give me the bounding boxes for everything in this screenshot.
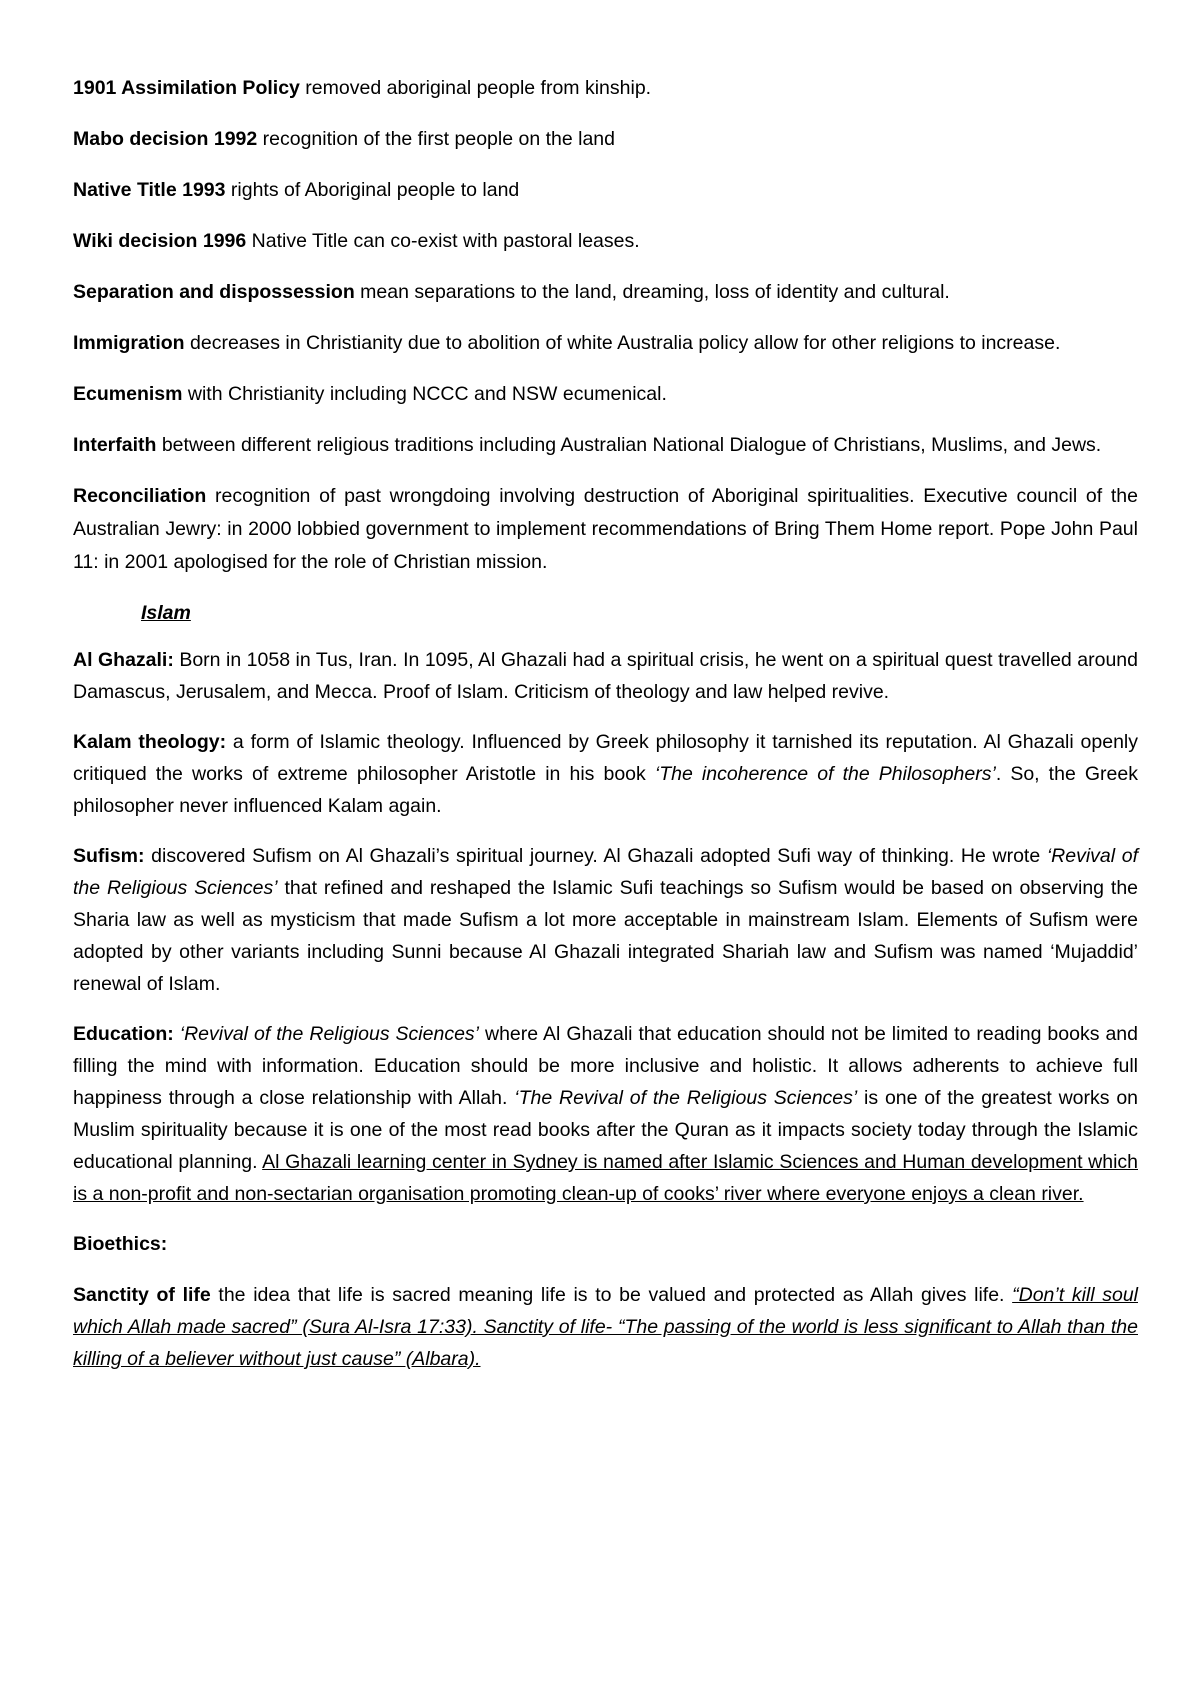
paragraph-text: Native Title can co-exist with pastoral leases. [246, 230, 640, 252]
paragraph-wiki [73, 225, 1138, 258]
paragraph-text: is one of the greatest works on Muslim spirituality because it is one of the most read books after the Quran as it impacts society today through the Islamic educational planning. [73, 1087, 1139, 1173]
paragraph-text: between different religious traditions including Australian National Dialogue of Christians, Muslims, and Jews. [156, 434, 1102, 456]
paragraph-sanctity-of-life [73, 1279, 1138, 1375]
paragraph-text: where Al Ghazali that education should not be limited to reading books and filling the mind with information. Education should be more inclusive and holistic. It allows adherents to achieve full happiness through a close relationship with Allah. [73, 1023, 1138, 1109]
paragraph-text: . So, the Greek philosopher never influenced Kalam again. [73, 763, 1138, 817]
paragraph-sufism [73, 840, 1138, 1000]
term: Kalam theology: [73, 731, 227, 753]
term: Bioethics: [73, 1233, 168, 1255]
paragraph-separation [73, 276, 1138, 309]
paragraph-text: removed aboriginal people from kinship. [299, 77, 652, 99]
book-title: ‘The incoherence of the Philosophers’ [654, 763, 996, 785]
term: Sufism: [73, 845, 145, 867]
paragraph-reconciliation [73, 480, 1138, 579]
book-title: ‘Revival of the Religious Sciences’ [73, 845, 1138, 899]
paragraph-text: the idea that life is sacred meaning life is to be valued and protected as Allah gives life. [210, 1284, 1013, 1306]
section-heading-bioethics [73, 1228, 1138, 1261]
paragraph-immigration [73, 327, 1138, 360]
paragraph-interfaith [73, 429, 1138, 462]
term: Sanctity of life [73, 1284, 211, 1306]
paragraph-text: decreases in Christianity due to abolition of white Australia policy allow for other religions to increase. [184, 332, 1061, 354]
paragraph-al-ghazali [73, 644, 1138, 708]
book-title: ‘Revival of the Religious Sciences’ [173, 1023, 480, 1045]
paragraph-kalam [73, 726, 1138, 822]
underlined-example: Al Ghazali learning center in Sydney is named after Islamic Sciences and Human development which is a non-profit and non-sectarian organisation promoting clean-up of cooks’ river where everyone enjoys a clean river. [73, 1151, 1138, 1205]
paragraph-text: recognition of the first people on the land [257, 128, 615, 150]
section-heading-islam: Islam [141, 602, 191, 624]
paragraph-mabo [73, 123, 1138, 156]
book-title: ‘The Revival of the Religious Sciences’ [514, 1087, 858, 1109]
paragraph-text: that refined and reshaped the Islamic Sufi teachings so Sufism would be based on observing the Sharia law as well as mysticism that made Sufism a lot more acceptable in mainstream Islam. Elements of Sufism were adopted by other variants including Sunni because Al Ghazali integrated Shariah law and Sufism was named ‘Mujaddid’ renewal of Islam. [73, 877, 1139, 995]
term: Reconciliation [73, 485, 207, 507]
paragraph-text: a form of Islamic theology. Influenced by Greek philosophy it tarnished its reputation. Al Ghazali openly critiqued the works of extreme philosopher Aristotle in his book [73, 731, 1138, 785]
paragraph-native-title [73, 174, 1138, 207]
term: Interfaith [73, 434, 157, 456]
term: Education: [73, 1023, 174, 1045]
term: Al Ghazali: [73, 649, 174, 671]
paragraph-text: discovered Sufism on Al Ghazali’s spiritual journey. Al Ghazali adopted Sufi way of thinking. He wrote [144, 845, 1047, 867]
term: Wiki decision 1996 [73, 230, 247, 252]
paragraph-text: mean separations to the land, dreaming, loss of identity and cultural. [354, 281, 950, 303]
paragraph-text: rights of Aboriginal people to land [225, 179, 520, 201]
term: Immigration [73, 332, 185, 354]
paragraph-text: Born in 1058 in Tus, Iran. In 1095, Al Ghazali had a spiritual crisis, he went on a spiritual quest travelled around Damascus, Jerusalem, and Mecca. Proof of Islam. Criticism of theology and law helped revive. [73, 649, 1138, 703]
term: 1901 Assimilation Policy [73, 77, 300, 99]
paragraph-ecumenism [73, 378, 1138, 411]
paragraph-text: with Christianity including NCCC and NSW ecumenical. [182, 383, 667, 405]
underlined-quote: “Don’t kill soul which Allah made sacred” (Sura Al-Isra 17:33). Sanctity of life- “The passing of the world is less significant to Allah than the killing of a believer without just cause” (Albara). [73, 1284, 1138, 1370]
term: Native Title 1993 [73, 179, 226, 201]
term: Ecumenism [73, 383, 183, 405]
paragraph-education [73, 1018, 1138, 1210]
term: Separation and dispossession [73, 281, 355, 303]
paragraph-text: recognition of past wrongdoing involving destruction of Aboriginal spiritualities. Executive council of the Australian Jewry: in 2000 lobbied government to implement recommendations of Bring Them Home report. Pope John Paul 11: in 2001 apologised for the role of Christian mission. [73, 485, 1138, 573]
paragraph-assimilation [73, 72, 1138, 105]
term: Mabo decision 1992 [73, 128, 258, 150]
